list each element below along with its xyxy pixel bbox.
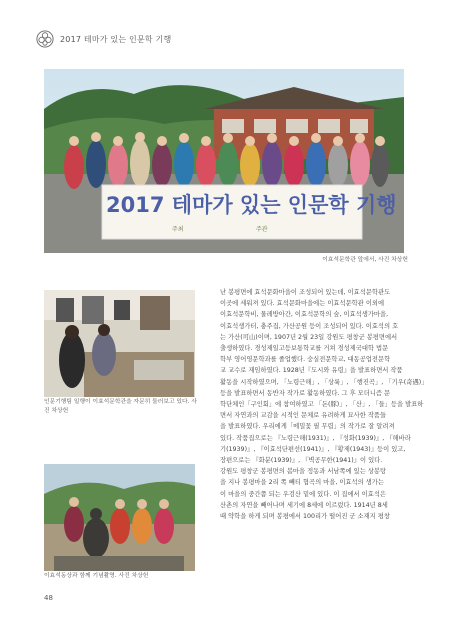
- body-line: 이효석문학비, 물레방아간, 이효석문학의 숲, 이효석생가마을,: [220, 311, 389, 319]
- body-line: 강원도 평창군 봉평면의 봄마을 정동과 서남쪽에 있는 상봉탕: [220, 468, 387, 476]
- body-line: 교 교수로 재임하였다. 1928년『도시와 유령』을 발표하면서 작품: [220, 367, 403, 375]
- page-header: [36, 30, 171, 48]
- flower-emblem-icon: [36, 30, 54, 48]
- body-line: 장편으로는 『화분(1939)』, 『벽공무한(1941)』이 있다.: [220, 457, 383, 465]
- body-line: 을 발표하였다. 우리에게「메밀꽃 필 무렵」의 작가로 잘 알려져: [220, 423, 395, 431]
- body-line: 산촌의 자연을 빼어나며 세기에 8세에 이르렀다. 1914년 8세: [220, 501, 388, 509]
- body-line: 있다. 작품집으로는 『노령근해(1931)』, 『성화(1939)』, 『해바라: [220, 434, 411, 442]
- body-line: 학부 영어영문학과를 졸업했다. 숭실전문학교, 대동공업전문학: [220, 356, 391, 364]
- body-line: 출생하였다. 경성제일고등보통학교를 거쳐 경성제국대학 법문: [220, 345, 389, 353]
- body-line: 기(1939)』, 『이효석단편선(1941)』, 『황제(1943)』등이 있고,: [220, 445, 406, 453]
- banner-title: 2017 테마가 있는 인문학 기행: [106, 193, 397, 217]
- body-line: 을 지나 봉평마을 2리 쪽 빼티 협곡의 마을, 이효석의 생가는: [220, 479, 384, 487]
- body-line: 이곳에 세워져 있다. 효석문화마을에는 이효석문학관 이외에: [220, 300, 385, 308]
- body-line: 때 약학을 하게 되며 봉평에서 100리가 떨어진 군 소재지 평창: [220, 513, 390, 521]
- body-line: 이 마을의 중간쯤 되는 우검산 밑에 있다. 이 집에서 이효석은: [220, 490, 387, 498]
- body-line: 학단체인「구인회」에 참여하였고 「돈(豚)」, 「산」, 「들」등을 발표하: [220, 401, 424, 409]
- body-line: 는 가산(可山)이며, 1907년 2월 23일 강원도 평창군 봉평면에서: [220, 333, 398, 341]
- banner-sub-left: 주최: [172, 226, 184, 233]
- header-title: 2017 테마가 있는 인문학 기행: [60, 34, 172, 44]
- group-photo: [44, 69, 404, 253]
- body-line: 난 봉평면에 효석문화마을이 조성되어 있는데, 이효석문학관도: [220, 289, 391, 296]
- article-body: [220, 287, 428, 522]
- body-line: 등을 발표하면서 동반자 작가로 활동하였다. 그 후 모더니즘 문: [220, 389, 391, 397]
- photo-caption-1: 이효석문학관 앞에서, 사진 차상헌: [322, 257, 408, 263]
- statue-photo: [44, 464, 195, 571]
- photo-caption-3: 이효석동상과 함께 기념촬영. 사진 차상헌: [44, 573, 149, 579]
- body-line: 활동을 시작하였으며, 「노령근해」, 「상륙」, 「행진곡」, 「기우(奇遇)」: [220, 378, 428, 386]
- page-number: 48: [44, 594, 53, 602]
- body-line: 이효석생가터, 충주집, 가산공원 등이 조성되어 있다. 이효석의 호: [220, 322, 399, 330]
- photo-caption-2: 인문기행팀 일행이 이효석문학관을 자문히 둘러보고 있다. 사진 차상헌: [44, 399, 197, 414]
- exhibition-photo: [44, 290, 195, 397]
- body-line: 면서 자연과의 교감을 시적인 문체로 유려하게 묘사한 작품들: [220, 412, 387, 420]
- banner-sub-right: 주관: [256, 226, 268, 233]
